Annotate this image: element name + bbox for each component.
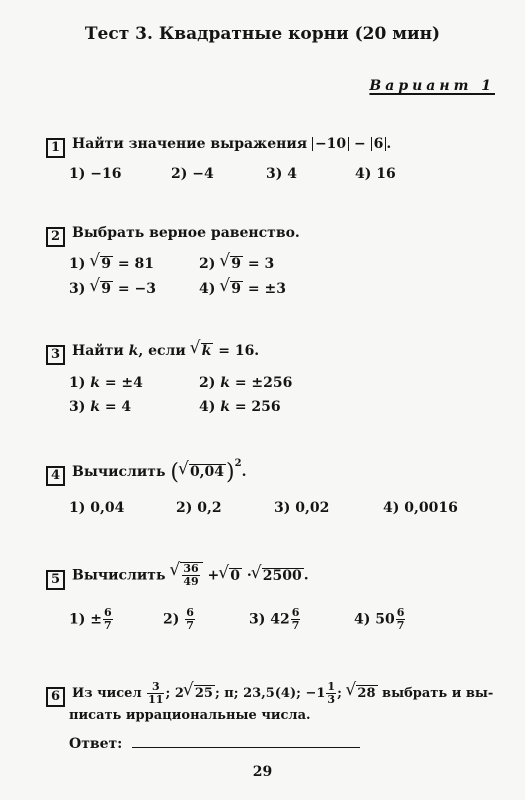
option-value: = −3 — [117, 281, 156, 297]
sqrt: √ 25 — [194, 685, 215, 701]
fraction — [103, 607, 113, 632]
fraction — [182, 563, 199, 588]
option: 3) 4 — [266, 166, 297, 182]
numerator: 6 — [186, 606, 194, 619]
option: 2) −4 — [171, 166, 214, 182]
sqrt: √ 0,04 — [189, 464, 226, 480]
option: 4) 16 — [355, 166, 396, 182]
option — [199, 256, 274, 272]
sqrt: √ 9 — [230, 281, 243, 297]
denominator: 7 — [396, 619, 405, 632]
option — [249, 607, 301, 632]
punct: . — [303, 567, 309, 584]
option-label: 4) — [199, 399, 216, 415]
option-label: 2) — [199, 375, 216, 391]
question-text: выбрать и вы- — [382, 686, 494, 701]
punct: . — [241, 464, 247, 480]
option — [199, 281, 286, 297]
question-2 — [46, 225, 300, 247]
question-text: Выбрать верное равенство. — [72, 225, 300, 241]
paren: ) — [226, 460, 235, 485]
option — [69, 375, 143, 391]
option-label: 1) — [69, 375, 86, 391]
fraction — [291, 607, 301, 632]
whole-part: 50 — [375, 611, 395, 628]
sqrt: √ k — [201, 343, 214, 359]
denominator: 49 — [183, 575, 199, 588]
answer-label: Ответ: — [69, 736, 123, 752]
sqrt: √ 28 — [356, 685, 377, 701]
question-5 — [46, 562, 309, 590]
option: 2) 0,2 — [176, 500, 222, 516]
variable: k — [90, 375, 100, 391]
option-value: = 3 — [247, 256, 275, 272]
paren: ( — [170, 460, 179, 485]
option: 3) 0,02 — [274, 500, 330, 516]
exponent: 2 — [234, 458, 242, 469]
plus-sign: + — [207, 567, 220, 584]
option — [354, 607, 406, 632]
option-value: = 256 — [234, 399, 281, 415]
whole-part: −1 — [305, 686, 326, 701]
option-label: 2) — [199, 256, 216, 272]
numerator: 3 — [147, 681, 164, 694]
question-text: Из чисел — [72, 686, 142, 701]
question-number: 5 — [46, 570, 65, 590]
separator: ; π; 23,5(4); — [214, 686, 301, 701]
option: 1) 0,04 — [69, 500, 125, 516]
option-label: 3) — [249, 611, 266, 628]
option — [69, 607, 114, 632]
page-title: Тест 3. Квадратные корни (20 мин) — [84, 24, 441, 44]
answer-field — [69, 736, 360, 752]
option — [199, 375, 292, 391]
answer-line[interactable] — [132, 747, 360, 748]
option-label: 4) — [354, 611, 371, 628]
dot-sign: · — [246, 567, 252, 584]
question-text: , если — [138, 343, 186, 359]
option-label: 2) — [163, 611, 180, 628]
question-6 — [46, 681, 493, 707]
punct: . — [386, 136, 392, 152]
variable: k — [128, 343, 139, 359]
fraction — [185, 607, 195, 632]
option-label: 4) — [199, 281, 216, 297]
question-number: 6 — [46, 687, 65, 707]
option — [69, 281, 156, 297]
option: 4) 0,0016 — [383, 500, 458, 516]
question-text: = 16. — [218, 343, 260, 359]
minus-sign: − — [354, 136, 366, 152]
numerator: 6 — [291, 606, 300, 619]
option-label: 1) — [69, 611, 86, 628]
fraction — [326, 681, 336, 706]
option-label: 3) — [69, 399, 86, 415]
separator: ; — [337, 686, 342, 701]
question-1 — [46, 136, 391, 158]
fraction — [147, 681, 164, 706]
option — [69, 399, 131, 415]
question-4 — [46, 458, 246, 486]
question-6-line2: писать иррациональные числа. — [69, 708, 311, 723]
fraction — [396, 607, 406, 632]
question-text: Найти — [72, 343, 124, 359]
abs-value: 6 — [371, 137, 387, 151]
denominator: 7 — [186, 619, 194, 632]
option — [69, 256, 154, 272]
abs-value: −10 — [312, 137, 349, 151]
option — [199, 399, 281, 415]
option-value: = 81 — [117, 256, 154, 272]
numerator: 1 — [327, 680, 336, 693]
option — [163, 607, 196, 632]
separator: ; — [165, 686, 171, 701]
numerator: 6 — [103, 606, 112, 619]
option-label: 3) — [69, 281, 86, 297]
sqrt: √ 9 — [230, 256, 243, 272]
sqrt: √ 2500 — [262, 568, 304, 584]
coefficient: 2 — [174, 686, 184, 701]
variable: k — [220, 399, 230, 415]
sqrt: √ 0 — [229, 568, 242, 584]
question-3 — [46, 343, 259, 365]
option-value: = 4 — [104, 399, 132, 415]
question-text: Вычислить — [72, 567, 166, 584]
sqrt: √ 9 — [100, 256, 113, 272]
option: 1) −16 — [69, 166, 122, 182]
denominator: 3 — [327, 693, 336, 706]
whole-part: ± — [90, 611, 102, 628]
denominator: 7 — [291, 619, 300, 632]
question-number: 2 — [46, 227, 65, 247]
option-value: = ±4 — [104, 375, 143, 391]
question-number: 1 — [46, 138, 65, 158]
variable: k — [90, 399, 100, 415]
numerator: √ 36 — [183, 562, 199, 575]
page-number: 29 — [252, 764, 273, 780]
denominator: 7 — [103, 619, 112, 632]
numerator: 6 — [396, 606, 405, 619]
option-label: 1) — [69, 256, 86, 272]
sqrt: √ 9 — [100, 281, 113, 297]
denominator: 11 — [148, 693, 164, 706]
whole-part: 42 — [270, 611, 290, 628]
sqrt — [180, 562, 202, 588]
option-value: = ±3 — [247, 281, 286, 297]
question-number: 3 — [46, 345, 65, 365]
question-number: 4 — [46, 466, 65, 486]
question-text: Найти значение выражения — [72, 136, 308, 152]
option-value: = ±256 — [234, 375, 293, 391]
variant-label: Вариант 1 — [369, 78, 495, 94]
variable: k — [220, 375, 230, 391]
question-text: Вычислить — [72, 464, 166, 480]
